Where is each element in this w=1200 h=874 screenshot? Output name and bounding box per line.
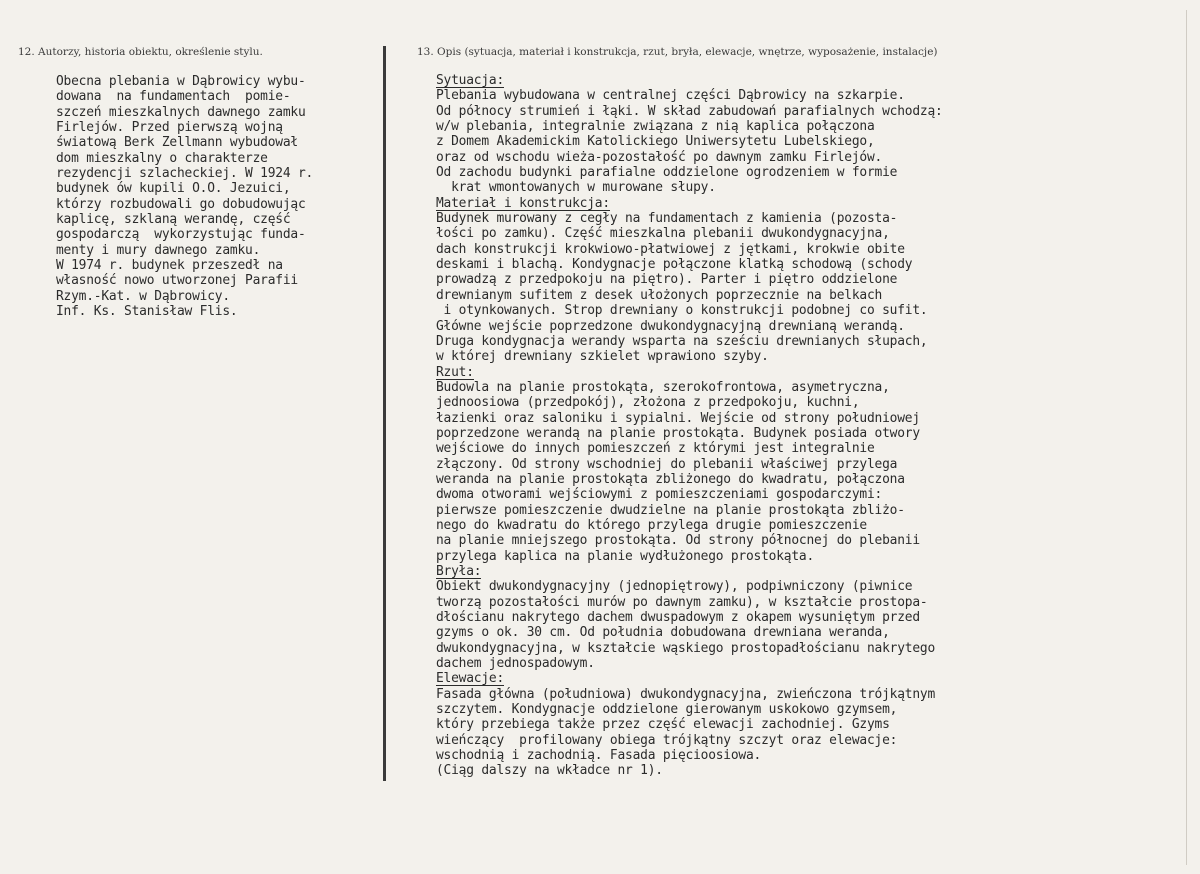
history-line: budynek ów kupili O.O. Jezuici,	[56, 181, 291, 197]
history-line: dowana na fundamentach pomie-	[56, 89, 291, 105]
description-line: szczytem. Kondygnacje oddzielone gierowanym uskokowo gzymsem,	[436, 702, 898, 718]
section-heading-text: Materiał i konstrukcja:	[436, 195, 610, 211]
description-text-block	[436, 73, 943, 779]
history-line: Rzym.-Kat. w Dąbrowicy.	[56, 288, 230, 304]
description-line: Plebania wybudowana w centralnej części Dąbrowicy na szkarpie.	[436, 88, 905, 104]
history-line: kaplicę, szklaną werandę, część	[56, 212, 291, 228]
section-heading	[436, 196, 943, 211]
description-line: Obiekt dwukondygnacyjny (jednopiętrowy), podpiwniczony (piwnice	[436, 579, 913, 595]
description-line: Druga kondygnacja werandy wsparta na sześciu drewnianych słupach,	[436, 333, 928, 349]
description-line: w której drewniany szkielet wprawiono szyby.	[436, 349, 769, 365]
description-line: wejściowe do innych pomieszczeń z którymi jest integralnie	[436, 441, 875, 457]
history-line: Obecna plebania w Dąbrowicy wybu-	[56, 74, 306, 89]
description-line: w/w plebania, integralnie związana z nią kaplica połączona	[436, 119, 875, 135]
description-line: z Domem Akademickim Katolickiego Uniwersytetu Lubelskiego,	[436, 134, 875, 150]
description-line: Od zachodu budynki parafialne oddzielone ogrodzeniem w formie	[436, 165, 898, 181]
description-line: Fasada główna (południowa) dwukondygnacyjna, zwieńczona trójkątnym	[436, 686, 936, 702]
section-heading-text: Rzut:	[436, 364, 474, 380]
history-line: szczeń mieszkalnych dawnego zamku	[56, 104, 306, 120]
description-line: nego do kwadratu do którego przylega drugie pomieszczenie	[436, 517, 867, 533]
history-line: dom mieszkalny o charakterze	[56, 150, 268, 166]
page-edge-line	[1186, 10, 1187, 865]
field-12-header: 12. Autorzy, historia obiektu, określenie stylu.	[18, 46, 263, 58]
description-line: pierwsze pomieszczenie dwudzielne na planie prostokąta zbliżo-	[436, 502, 905, 518]
section-heading	[436, 73, 943, 88]
section-heading	[436, 671, 943, 686]
description-line: oraz od wschodu wieża-pozostałość po dawnym zamku Firlejów.	[436, 149, 883, 165]
description-line: drewnianym sufitem z desek ułożonych poprzecznie na belkach	[436, 287, 883, 303]
history-line: własność nowo utworzonej Parafii	[56, 273, 298, 289]
history-line: rezydencji szlacheckiej. W 1924 r.	[56, 166, 314, 182]
description-line: Główne wejście poprzedzone dwukondygnacyjną drewnianą werandą.	[436, 318, 905, 334]
description-line: gzyms o ok. 30 cm. Od południa dobudowana drewniana weranda,	[436, 625, 890, 641]
description-line: poprzedzone werandą na planie prostokąta. Budynek posiada otwory	[436, 425, 920, 441]
description-line: dach konstrukcji krokwiowo-płatwiowej z jętkami, krokwie obite	[436, 241, 905, 257]
section-heading-text: Sytuacja:	[436, 73, 505, 88]
history-line: gospodarczą wykorzystując funda-	[56, 227, 306, 243]
history-line: którzy rozbudowali go dobudowując	[56, 196, 306, 212]
section-heading	[436, 564, 943, 579]
description-line: Od północy strumień i łąki. W skład zabudowań parafialnych wchodzą:	[436, 103, 943, 119]
description-line: dachem jednospadowym.	[436, 656, 595, 672]
description-line: weranda na planie prostokąta zbliżonego do kwadratu, połączona	[436, 471, 905, 487]
description-line: dwukondygnacyjna, w kształcie wąskiego prostopadłościanu nakrytego	[436, 640, 936, 656]
description-line: dłościanu nakrytego dachem dwuspadowym z okapem wysuniętym przed	[436, 610, 920, 626]
description-line: prowadzą z przedpokoju na piętro). Parter i piętro oddzielone	[436, 272, 898, 288]
history-line: światową Berk Zellmann wybudował	[56, 135, 298, 151]
history-line: W 1974 r. budynek przeszedł na	[56, 258, 283, 274]
description-line: tworzą pozostałości murów po dawnym zamku), w kształcie prostopa-	[436, 594, 928, 610]
description-line: Budynek murowany z cegły na fundamentach z kamienia (pozosta-	[436, 211, 898, 227]
description-line: deskami i blachą. Kondygnacje połączone klatką schodową (schody	[436, 257, 913, 273]
description-line: który przebiega także przez część elewacji zachodniej. Gzyms	[436, 717, 890, 733]
description-line: wieńczący profilowany obiega trójkątny szczyt oraz elewacje:	[436, 732, 898, 748]
section-heading	[436, 365, 943, 380]
column-divider	[383, 46, 386, 781]
section-heading-text: Elewacje:	[436, 671, 505, 687]
section-heading-text: Bryła:	[436, 564, 482, 579]
history-line: menty i mury dawnego zamku.	[56, 242, 261, 258]
description-line: łości po zamku). Część mieszkalna plebanii dwukondygnacyjna,	[436, 226, 890, 242]
description-line: (Ciąg dalszy na wkładce nr 1).	[436, 763, 663, 779]
description-line: złączony. Od strony wschodniej do plebanii właściwej przylega	[436, 456, 898, 472]
description-line: przylega kaplica na planie wydłużonego prostokąta.	[436, 548, 815, 564]
description-line: łazienki oraz saloniku i sypialni. Wejście od strony południowej	[436, 410, 920, 426]
description-line: i otynkowanych. Strop drewniany o konstrukcji podobnej co sufit.	[436, 303, 928, 319]
description-line: na planie mniejszego prostokąta. Od strony północnej do plebanii	[436, 533, 920, 549]
history-line: Firlejów. Przed pierwszą wojną	[56, 120, 283, 136]
history-line: Inf. Ks. Stanisław Flis.	[56, 304, 238, 320]
description-line: jednoosiowa (przedpokój), złożona z przedpokoju, kuchni,	[436, 395, 860, 411]
history-text-block	[56, 74, 313, 320]
description-line: Budowla na planie prostokąta, szerokofrontowa, asymetryczna,	[436, 379, 890, 395]
field-13-header: 13. Opis (sytuacja, materiał i konstrukcja, rzut, bryła, elewacje, wnętrze, wyposażenie, instalacje)	[417, 46, 938, 58]
description-line: dwoma otworami wejściowymi z pomieszczeniami gospodarczymi:	[436, 487, 883, 503]
description-line: krat wmontowanych w murowane słupy.	[436, 180, 716, 196]
description-line: wschodnią i zachodnią. Fasada pięcioosiowa.	[436, 748, 762, 764]
